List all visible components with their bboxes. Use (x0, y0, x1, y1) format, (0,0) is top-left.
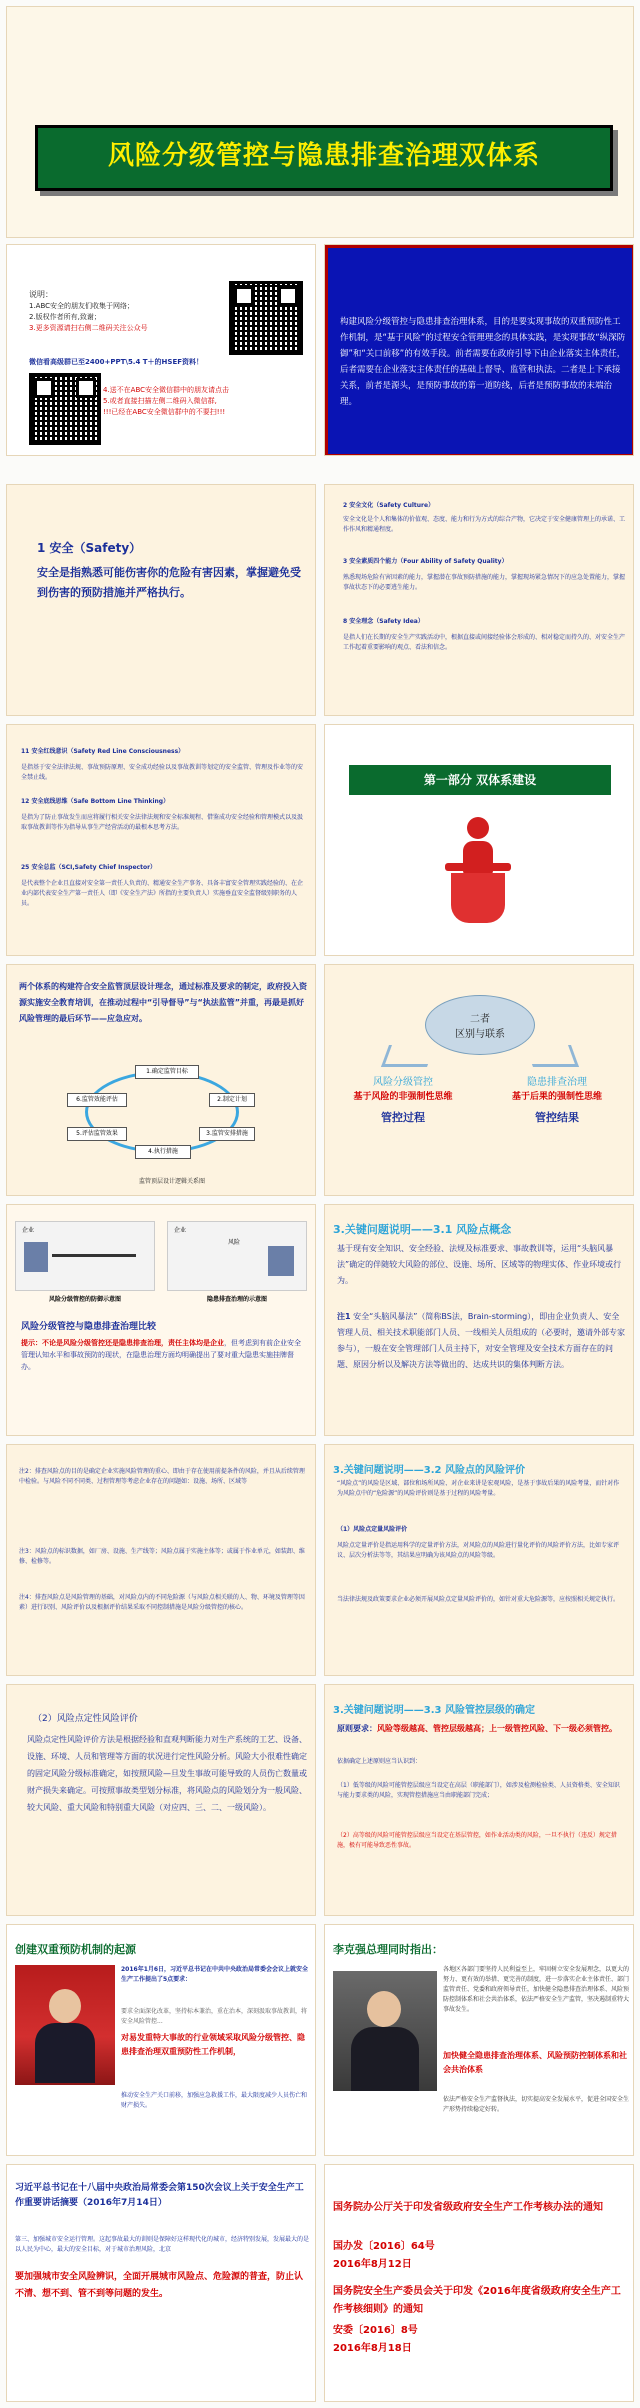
right-arrow-icon (525, 1045, 579, 1067)
risk-point-body: 基于现有安全知识、安全经验、法规及标准要求、事故教训等，运用“头脑风暴法”确定的伴随较大风险的部位、设施、场所、区域等的物理实体、作业环境或行为。 (337, 1244, 622, 1285)
control-principle (337, 1721, 625, 1736)
note-6: !!!已经在ABC安全微信群中的不要扫!!! (103, 408, 226, 416)
intro-text: 构建风险分级管控与隐患排查治理体系，目的是要实现事故的双重预防性工作机制，是“基于风险”的过程安全管理理念的具体实践，是实现事故“纵深防御”和“关口前移”的有效手段。前者需要在政府引导下由企业落实主体责任，后者需要在企业落实主体责任的基础上督导、监管和执法。二者是上下承接关系，前者是源头，是预防事故的第一道防线，后者是预防事故的末端治理。 (340, 317, 626, 407)
culture-heading: 2 安全文化（Safety Culture） (343, 502, 435, 509)
principle-red: 风险等级越高、管控层级越高；上一级管控风险、下一级必须管控。 (377, 1724, 617, 1733)
cycle-step-3: 3.监管安排措施 (199, 1127, 255, 1141)
notice-label: 说明： (29, 290, 53, 299)
safety-body: 安全是指熟悉可能伤害你的危险有害因素，掌握避免受到伤害的预防措施并严格执行。 (37, 566, 301, 599)
slide-premier (324, 1924, 634, 2156)
risk-eval-intro: “风险点”的风险是区域、部位和场所风险、对企业来讲是宏观风险，是基于事故后果的风险考量，而针对作为风险点中的“危险源”的风险评价则是基于过程的风险考量。 (337, 1480, 620, 1497)
origin-tail: 推动安全生产关口前移，加强应急救援工作，最大限度减少人员伤亡和财产损失。 (121, 2092, 308, 2109)
right-basis: 基于后果的强制性思维 (511, 1092, 602, 1102)
defense-building-icon (24, 1242, 48, 1272)
note-4: 4.送不在ABC安全微信群中的朋友请点击 (103, 386, 230, 394)
wechat-line: 微信看高级群已至2400+PPT\5.4 T＋的HSEF资料！ (29, 358, 204, 366)
redline-heading: 11 安全红线意识（Safety Red Line Consciousness） (21, 748, 185, 755)
cycle-step-5: 5.评估监管效果 (67, 1127, 127, 1141)
notice-item-2: 2.版权作者所有,致谢； (29, 313, 101, 321)
cycle-step-6: 6.监管效能评估 (67, 1093, 127, 1107)
origin-quote: 要求全面深化改革，坚持标本兼治，重在治本，深刻汲取事故教训，将安全风险管控... (121, 2008, 308, 2025)
difference-circle (425, 995, 535, 1055)
slide-redline (6, 724, 316, 956)
slide-part-one (324, 724, 634, 956)
origin-photo (15, 1965, 115, 2085)
cycle-step-4: 4.执行措施 (135, 1145, 191, 1159)
risk-eval-heading: 3.关键问题说明——3.2 风险点的风险评价 (333, 1465, 525, 1476)
ability-heading: 3 安全素质四个能力（Four Ability of Safety Quality） (343, 558, 508, 565)
hint-label: 提示： (21, 1339, 42, 1347)
cycle-caption: 监管顶层设计逻辑关系图 (138, 1178, 205, 1185)
circular-1-number: 国办发〔2016〕64号 (333, 2241, 435, 2252)
slide-safety (6, 484, 316, 716)
qualitative-body: 风险点定性风险评价方法是根据经验和直观判断能力对生产系统的工艺、设备、设施、环境、人员和管理等方面的状况进行定性风险分析。风险大小很难性确定的固定风险分级标准确定，如按照风险—旦发生事故可能导致的人员伤亡数量或财产损失来确定。可按照事故类型划分标准，将风险点的风险划分为一般风险、较大风险、重大风险和特别重大风险（对应四、三、二、一级风险）。 (27, 1735, 307, 1812)
notice-item-3: 3.更多资源请扫右侧二维码关注公众号 (29, 324, 148, 332)
idea-body: 是指人们在长期的安全生产实践活动中，根据直接或间接经验体会形成的、相对稳定而持久的、对安全生产工作起着重要影响的观点、看法和信念。 (343, 634, 625, 651)
premier-body-b: 依法严格安全生产监督执法，切实提高安全发展水平，促进全国安全生产形势持续稳定好转。 (443, 2096, 629, 2113)
slide-intro (324, 244, 634, 456)
comparison-title: 风险分级管控与隐患排查治理比较 (21, 1322, 157, 1332)
quant-body: 风险点定量评价是指运用科学的定量评价方法，对风险点的风险进行量化评价的风险评价方法，比如专家评议、层次分析法等等，其结果应明确为该风险点的风险等级。 (337, 1542, 620, 1559)
cycle-step-2: 2.制定计划 (209, 1093, 255, 1107)
origin-title: 创建双重预防机制的起源 (15, 1943, 136, 1956)
defense-enterprise-label: 企业 (22, 1227, 35, 1234)
origin-highlight: 对易发重特大事故的行业领域采取风险分级管控、隐患排查治理双重预防性工作机制， (121, 2033, 305, 2056)
principle-label: 原则要求： (337, 1724, 377, 1733)
speaker-figure-icon (437, 817, 517, 927)
notice-item-1: 1.ABC安全的朋友们收集于网络； (29, 302, 135, 310)
circular-1-date: 2016年8月12日 (333, 2259, 412, 2270)
premier-photo (333, 1971, 437, 2091)
slide-title (6, 6, 634, 238)
qualitative-heading: （2）风险点定性风险评价 (33, 1714, 138, 1724)
cycle-step-1: 1.确定监管目标 (135, 1065, 199, 1079)
safety-heading: 1 安全（Safety） (37, 541, 142, 555)
circular-2-date: 2016年8月18日 (333, 2343, 412, 2354)
note-3: 注3：风险点的标识数据，如厂房、设施、生产线等；风险点属于实施主体等；或属于作业单元，如装卸、维修、检修等。 (19, 1548, 305, 1565)
right-result: 管控结果 (535, 1111, 579, 1124)
bottomline-body: 是指为了防止事故发生而应将履行相关安全法律法规和安全标准规程、借鉴成功安全经验和管理模式以及汲取事故教训等作为指导从事生产经营活动的最根本思考方法。 (21, 814, 304, 831)
slide-risk-eval (324, 1444, 634, 1676)
risk-arrow-label: 风险 (228, 1239, 241, 1246)
note-2: 注2：排查风险点的目的是确定企业实施风险管理的重心、即由于存在使用前提条件的风险，并且从后续管理中检验。与风险不同不同类、过程管理等考虑企业存在的问题如：设施、场所、区域等 (19, 1468, 305, 1485)
slide-origin (6, 1924, 316, 2156)
hint-blue: ，但考虑到有前企业安全管理认知水平和事故预防的现状，在隐患治理方面均明确提出了要对重大隐患实施挂牌督办。 (21, 1339, 301, 1371)
defense-figure (15, 1221, 155, 1291)
slide-control-level (324, 1684, 634, 1916)
control-item-1: （1）低等级的风险可能管控层级应当设定在高层（职能部门），如涉及检测检验类、人员资格类、安全知识与能力要求类的风险，实现管控措施应当由职能部门完成； (337, 1782, 620, 1799)
inspection-enterprise-label: 企业 (174, 1227, 187, 1234)
note-4-detail: 注4：排查风险点是风险管理的基础，对风险点内的不同危险源（与风险点相关联的人、物、环境及管理等因素）进行识别、风险评价以及根据评价结果采取不同控制措施是风险分级管控的核心。 (19, 1594, 305, 1611)
slide-notice (6, 244, 316, 456)
slide-top-design (6, 964, 316, 1196)
caption-defense: 风险分级管控的防御示意图 (48, 1296, 121, 1303)
speech-title: 习近平总书记在十八届中央政治局常委会第150次会议上关于安全生产工作重要讲话摘要（2016年7月14日） (15, 2183, 304, 2208)
slide-culture (324, 484, 634, 716)
redline-body: 是指基于安全法律法规、事故预防原理、安全成功经验以及事故教训等划定的安全监管、管理及作业等的安全禁止线。 (21, 764, 304, 781)
defense-arrow-icon (52, 1254, 136, 1257)
slide-circulars (324, 2164, 634, 2402)
culture-body: 安全文化是个人和集体的价值观、态度、能力和行为方式的综合产物，它决定于安全健康管理上的承诺、工作作风和精通程度。 (343, 516, 625, 533)
idea-heading: 8 安全理念（Safety Idea） (343, 618, 424, 625)
ability-body: 熟悉现场危险有害因素的能力，掌握潜在事故预防措施的能力，掌握现场紧急情况下的应急处置能力，掌握事故状态下的必要逃生能力。 (343, 574, 625, 591)
note-label: 注1 (337, 1312, 351, 1321)
control-recognize: 依据确定上述原则应当认识到： (337, 1758, 422, 1765)
control-item-2: （2）高等级的风险可能管控层级应当设定在基层管控，如作业活动类的风险，一旦不执行（违反）规定措施，极有可能导致恶性事故。 (337, 1832, 617, 1849)
inspection-building-icon (268, 1246, 294, 1276)
left-result: 管控过程 (381, 1111, 425, 1124)
origin-date-line: 2016年1月6日，习近平总书记在中共中央政治局常委会会议上就安全生产工作提出了5点要求： (121, 1966, 309, 1983)
cycle-diagram (67, 1063, 257, 1173)
qr-code-left[interactable] (29, 373, 101, 445)
sci-heading: 25 安全总监（SCI,Safety Chief Inspector） (21, 864, 157, 871)
circular-2-number: 安委〔2016〕8号 (333, 2325, 418, 2336)
speech-highlight: 要加强城市安全风险辨识，全面开展城市风险点、危险源的普查，防止认不清、想不到、管不到等问题的发生。 (15, 2272, 304, 2299)
difference-title: 二者 (470, 1014, 490, 1025)
inspection-figure (167, 1221, 307, 1291)
slide-title-banner: 风险分级管控与隐患排查治理双体系 (35, 125, 613, 191)
hint-red: 不论是风险分级管控还是隐患排查治理，责任主体均是企业 (42, 1339, 224, 1347)
circular-1-title: 国务院办公厅关于印发省级政府安全生产工作考核办法的通知 (333, 2202, 603, 2213)
slide-speech (6, 2164, 316, 2402)
note-5: 5.或者直接扫描左侧二维码入微信群, (103, 397, 217, 405)
slide-comparison (6, 1204, 316, 1436)
note-body: 安全“头脑风暴法”（简称BS法，Brain-storming），即由企业负责人、安全管理人员、相关技术职能部门人员、一线相关人员组成的（必要时，邀请外部专家参与），一般在安全管理部门人员主持下，对安全管理及安全技术方面存在的问题、原因分析以及解决方法等做出的、达成共识的集体判断方法。 (337, 1312, 625, 1369)
caption-inspection: 隐患排查治理的示意图 (206, 1296, 267, 1303)
slide-difference (324, 964, 634, 1196)
top-design-body: 两个体系的构建符合安全监管顶层设计理念，通过标准及要求的制定，政府投入资源实施安全教育培训，在推动过程中“引导督导”与“执法监管”并重，再最是抓好风险管理的最后环节——应急应对。 (19, 982, 307, 1023)
bottomline-heading: 12 安全底线思维（Safe Bottom Line Thinking） (21, 798, 170, 805)
premier-title: 李克强总理同时指出： (333, 1943, 443, 1956)
comparison-hint (21, 1337, 307, 1373)
quant-heading: （1）风险点定量风险评价 (337, 1526, 408, 1533)
brainstorm-note (337, 1309, 625, 1373)
speech-body: 第三、加强城市安全运行管理。这起事故最大的训则是保障好这样现代化的城市，经济特别发展，发展最大的是以人民为中心，最大的安全目标，对于城市治理风险，北京 (15, 2236, 309, 2253)
slide-risk-point (324, 1204, 634, 1436)
difference-subtitle: 区别与联系 (455, 1029, 505, 1040)
sci-body: 是代表整个企业且直接对安全第一责任人负责的、精通安全生产事务、具备丰富安全管理实践经验的、在企业内部代表安全生产第一责任人（即《安全生产法》所指的主要负责人）实施垂直安全监督级别职务的人员。 (21, 880, 304, 907)
left-basis: 基于风险的非强制性思维 (353, 1092, 453, 1102)
control-level-heading: 3.关键问题说明——3.3 风险管控层级的确定 (333, 1705, 535, 1716)
quant-rule: 当法律法规及政策要求企业必须开展风险点定量风险评价的，如针对重大危险源等，应按照相关规定执行。 (337, 1596, 620, 1603)
intro-panel (325, 245, 634, 456)
premier-body-a: 各地区各部门要坚持人民利益至上，牢固树立安全发展理念，以更大的努力、更有效的举措、更完善的制度，进一步落实企业主体责任、部门监管责任、党委和政府领导责任，加快健全隐患排查治理体系、风险预防控制体系和社会共治体系，依法严格安全生产监管，坚决遏制重特大事故发生。 (443, 1966, 629, 2013)
qr-code-right[interactable] (229, 281, 303, 355)
part-one-banner: 第一部分 双体系建设 (349, 765, 611, 795)
risk-point-heading: 3.关键问题说明——3.1 风险点概念 (333, 1223, 512, 1236)
premier-body-red: 加快健全隐患排查治理体系、风险预防控制体系和社会共治体系 (443, 2051, 627, 2074)
right-label: 隐患排查治理 (527, 1077, 587, 1088)
slide-qualitative (6, 1684, 316, 1916)
left-arrow-icon (381, 1045, 435, 1067)
slide-notes (6, 1444, 316, 1676)
left-label: 风险分级管控 (373, 1077, 433, 1088)
circular-2-title: 国务院安全生产委员会关于印发《2016年度省级政府安全生产工作考核细则》的通知 (333, 2286, 621, 2315)
